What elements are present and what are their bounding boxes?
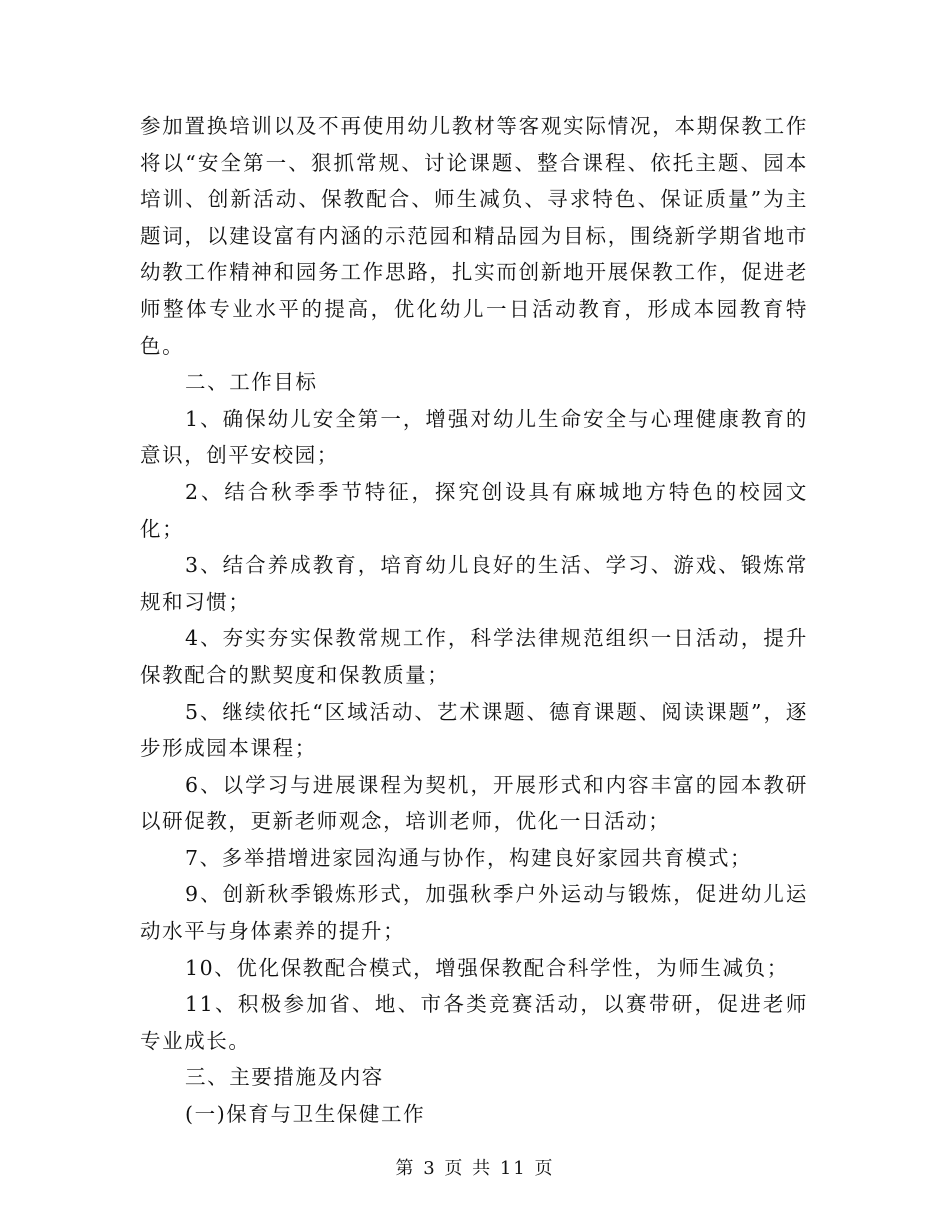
goal-item-9: 9、创新秋季锻炼形式，加强秋季户外运动与锻炼，促进幼儿运动水平与身体素养的提升； <box>140 882 808 944</box>
paragraph-intro: 参加置换培训以及不再使用幼儿教材等客观实际情况，本期保教工作将以“安全第一、狠抓常规、讨论课题、整合课程、依托主题、园本培训、创新活动、保教配合、师生减负、寻求特色、保证质量”为主题词，以建设富有内涵的示范园和精品园为目标，围绕新学期省地市幼教工作精神和园务工作思路，扎实而创新地开展保教工作，促进老师整体专业水平的提高，优化幼儿一日活动教育，形成本园教育特色。 <box>140 114 808 358</box>
section-heading-goals: 二、工作目标 <box>185 370 318 395</box>
goal-item-1: 1、确保幼儿安全第一，增强对幼儿生命安全与心理健康教育的意识，创平安校园； <box>140 406 808 468</box>
goal-item-5: 5、继续依托“区域活动、艺术课题、德育课题、阅读课题”，逐步形成园本课程； <box>140 699 808 761</box>
goal-item-10: 10、优化保教配合模式，增强保教配合科学性，为师生减负； <box>185 955 789 980</box>
goal-item-11: 11、积极参加省、地、市各类竞赛活动，以赛带研，促进老师专业成长。 <box>140 992 808 1053</box>
goal-item-6: 6、以学习与进展课程为契机，开展形式和内容丰富的园本教研以研促教，更新老师观念，培训老师，优化一日活动； <box>140 772 808 834</box>
section-heading-measures: 三、主要措施及内容 <box>185 1065 384 1090</box>
page-number-footer: 第 3 页 共 11 页 <box>395 1158 555 1179</box>
goal-item-4: 4、夯实夯实保教常规工作，科学法律规范组织一日活动，提升保教配合的默契度和保教质量； <box>140 626 808 687</box>
goal-item-2: 2、结合秋季季节特征，探究创设具有麻城地方特色的校园文化； <box>140 479 808 541</box>
subsection-heading-health: (一)保育与卫生保健工作 <box>185 1102 426 1127</box>
goal-item-7: 7、多举措增进家园沟通与协作，构建良好家园共育模式； <box>185 845 753 870</box>
document-body <box>140 108 808 1133</box>
goal-item-3: 3、结合养成教育，培育幼儿良好的生活、学习、游戏、锻炼常规和习惯； <box>140 553 808 614</box>
